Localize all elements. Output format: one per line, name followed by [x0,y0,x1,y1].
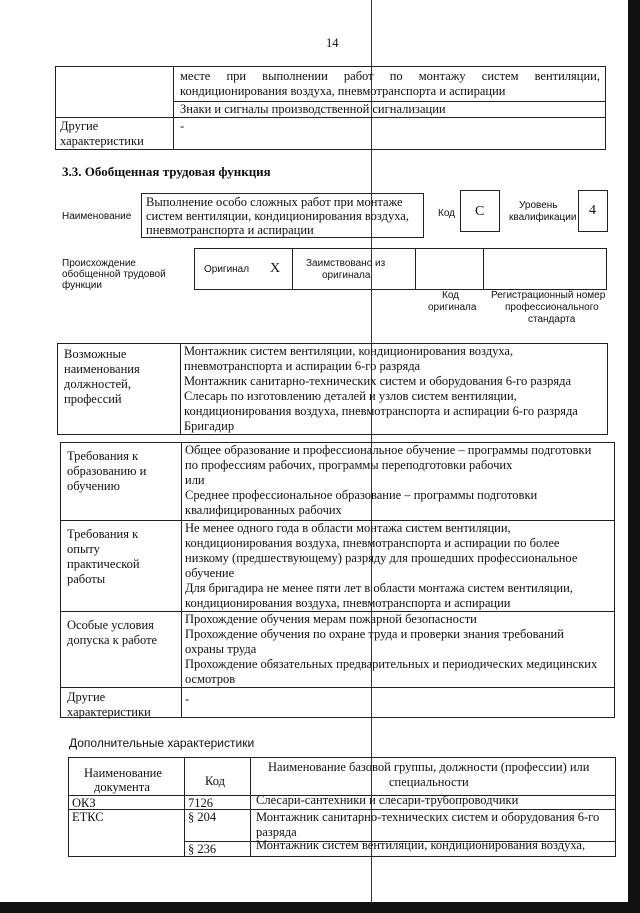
experience-label-line3: практической [67,557,140,571]
position-line2: пневмотранспорта и аспирации 6-го разряда [184,359,421,373]
row3-code: § 236 [188,842,217,856]
code-caption-line1: Код [442,290,460,301]
experience-line3: низкому (предшествующему) разряду для прошедших профессиональное [185,551,578,565]
experience-line5: Для бригадира не менее пяти лет в области монтажа систем вентиляции, [185,581,573,595]
row2-code: § 204 [188,810,217,824]
hdr-doc-line1: Наименование [84,766,162,780]
other-value: - [185,692,190,706]
row2-name-line2: разряда [256,825,297,839]
original-mark: X [270,261,281,276]
row3-name: Монтажник систем вентиляции, кондиционирования воздуха, [256,838,586,852]
admission-line3: охраны труда [185,642,257,656]
education-line4: Среднее профессиональное образование – программы подготовки [185,488,538,502]
position-line6: Бригадир [184,419,235,433]
function-name-line2: систем вентиляции, кондиционирования воздуха, [146,209,409,223]
origin-label-line3: функции [62,280,102,291]
other-label-line1: Другие [67,690,106,704]
other-label-line2: характеристики [67,705,151,719]
experience-line6: кондиционирования воздуха, пневмотранспорта и аспирации [185,596,511,610]
position-line3: Монтажник санитарно-технических систем и оборудования 6-го разряда [184,374,572,388]
borrowed-line1: Заимствовано из [306,258,386,269]
position-line5: кондиционирования воздуха, пневмотранспорта и аспирации 6-го разряда [184,404,578,418]
education-label-line3: обучению [67,479,120,493]
experience-line2: кондиционирования воздуха, пневмотранспорта и аспирации по более [185,536,560,550]
education-line5: квалифицированных рабочих [185,503,342,517]
hdr-name-line2: специальности [389,775,469,789]
function-name-line3: пневмотранспорта и аспирации [146,223,314,237]
section-title: 3.3. Обобщенная трудовая функция [62,164,271,179]
reg-caption-line2: профессионального [505,302,599,313]
admission-label-line2: допуска к работе [67,633,158,647]
row1-code: 7126 [188,796,213,810]
top-row3-label-line1: Другие [60,119,99,133]
education-label-line2: образованию и [67,464,147,478]
additional-title: Дополнительные характеристики [69,736,255,750]
requirements-frame [60,442,615,718]
original-label: Оригинал [204,264,250,275]
level-label-line2: квалификации [509,212,577,223]
scan-edge-bottom [0,902,640,913]
hdr-doc-line2: документа [94,780,150,794]
row1-name: Слесари-сантехники и слесари-трубопроводчики [256,793,519,807]
code-label: Код [438,208,456,219]
page-number: 14 [326,36,339,50]
row2-name-line1: Монтажник санитарно-технических систем и оборудования 6-го [256,810,600,824]
positions-label-line4: профессий [64,392,122,406]
admission-label-line1: Особые условия [67,618,154,632]
origin-label-line2: обобщенной трудовой [62,269,166,280]
positions-label-line1: Возможные [64,347,127,361]
education-line1: Общее образование и профессиональное обучение – программы подготовки [185,443,592,457]
top-row2-text: Знаки и сигналы производственной сигнализации [180,102,446,116]
reg-caption-line1: Регистрационный номер [491,290,606,301]
top-row1-line1: месте при выполнении работ по монтажу систем вентиляции, [180,69,600,83]
education-line3: или [185,473,205,487]
origin-table [194,248,607,290]
reg-caption-line3: стандарта [528,314,576,325]
top-row3-label-line2: характеристики [60,134,144,148]
education-line2: по профессиям рабочих, программы переподготовки рабочих [185,458,513,472]
positions-label-line3: должностей, [64,377,131,391]
position-line1: Монтажник систем вентиляции, кондиционирования воздуха, [184,344,514,358]
top-row3-value: - [180,119,185,133]
admission-line2: Прохождение обучения по охране труда и проверки знания требований [185,627,564,641]
position-line4: Слесарь по изготовлению деталей и узлов систем вентиляции, [184,389,517,403]
code-caption-line2: оригинала [428,302,477,313]
experience-label-line2: опыту [67,542,100,556]
level-value: 4 [589,203,596,218]
education-label-line1: Требования к [67,449,139,463]
code-value: C [475,204,485,219]
row1-doc: ОКЗ [72,796,96,810]
origin-label-line1: Происхождение [62,258,136,269]
experience-line1: Не менее одного года в области монтажа систем вентиляции, [185,521,511,535]
positions-label-line2: наименования [64,362,140,376]
admission-line1: Прохождение обучения мерам пожарной безопасности [185,612,477,626]
row2-doc: ЕТКС [72,810,104,824]
level-label-line1: Уровень [519,200,558,211]
hdr-name-line1: Наименование базовой группы, должности (профессии) или [268,760,590,774]
admission-line4: Прохождение обязательных предварительных и периодических медицинских [185,657,598,671]
experience-label-line1: Требования к [67,527,139,541]
scan-edge-right [628,0,640,913]
experience-line4: обучение [185,566,235,580]
hdr-code: Код [205,774,225,788]
experience-label-line4: работы [67,572,106,586]
admission-line5: осмотров [185,672,236,686]
function-name-line1: Выполнение особо сложных работ при монтаже [146,195,403,209]
top-row1-line2: кондиционирования воздуха, пневмотранспорта и аспирации [180,84,506,98]
borrowed-line2: оригинала [322,270,371,281]
name-label: Наименование [62,211,132,222]
